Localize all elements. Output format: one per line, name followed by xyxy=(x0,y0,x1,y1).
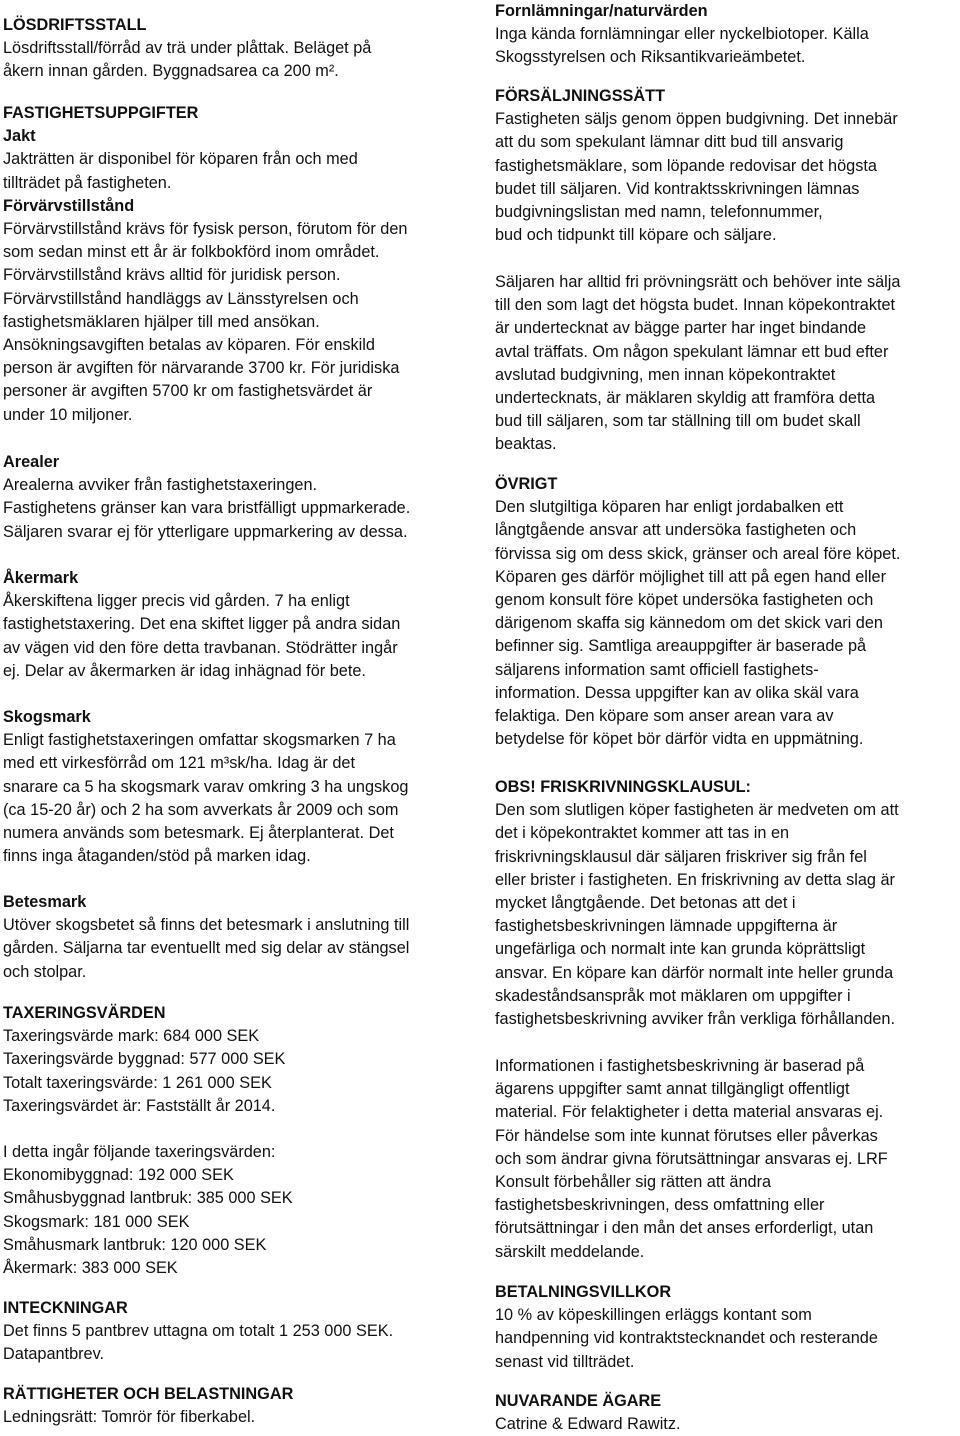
text-line: I detta ingår följande taxeringsvärden: xyxy=(3,1143,276,1161)
heading-friskrivningsklausul: OBS! FRISKRIVNINGSKLAUSUL: xyxy=(495,778,751,796)
text-line: finns inga åtaganden/stöd på marken idag. xyxy=(3,847,311,866)
text-line: ungefärliga och normalt inte kan grunda köprättsligt xyxy=(495,940,866,959)
text-line: Småhusmark lantbruk: 120 000 SEK xyxy=(3,1235,267,1254)
section-arealer xyxy=(3,451,473,544)
section-skogsmark xyxy=(3,706,473,868)
section-fornlamningar xyxy=(495,0,957,70)
subheading-betesmark: Betesmark xyxy=(3,893,87,911)
text-line: Inga kända fornlämningar eller nyckelbiotoper. Källa xyxy=(495,25,869,44)
owner-names: Catrine & Edward Rawitz. xyxy=(495,1415,681,1434)
text-line: Utöver skogsbetet så finns det betesmark i anslutning till xyxy=(3,916,410,935)
text-line: Den slutgiltiga köparen har enligt jordabalken ett xyxy=(495,498,844,517)
text-line: under 10 miljoner. xyxy=(3,405,133,424)
section-nuvarande-agare xyxy=(495,1390,957,1436)
text-line: felaktiga. Den köpare som anser arean vara av xyxy=(495,707,834,726)
text-line: Det finns 5 pantbrev uttagna om totalt 1 253 000 SEK. xyxy=(3,1322,394,1341)
section-taxeringsvarden xyxy=(3,1002,473,1118)
text-line: ansvar. En köpare kan därför normalt inte heller grunda xyxy=(495,963,894,982)
text-line: tillträdet på fastigheten. xyxy=(3,173,172,192)
text-line: Datapantbrev. xyxy=(3,1345,105,1364)
subheading-akermark: Åkermark xyxy=(3,569,79,587)
text-line: Arealerna avviker från fastighetstaxeringen. xyxy=(3,476,318,495)
heading-forsaljningssatt: FÖRSÄLJNINGSSÄTT xyxy=(495,87,666,105)
heading-taxeringsvarden: TAXERINGSVÄRDEN xyxy=(3,1004,166,1022)
text-line: ägarens uppgifter samt annat tillgängligt offentligt xyxy=(495,1080,850,1099)
text-line: till den som lagt det högsta budet. Innan köpekontraktet xyxy=(495,296,896,315)
text-line: säljarens information samt officiell fastighets- xyxy=(495,660,819,679)
text-line: eller brister i fastigheten. En friskrivning av detta slag är xyxy=(495,870,895,889)
text-line: person är avgiften för närvarande 3700 kr. För juridiska xyxy=(3,359,400,378)
text-line: material. För felaktigheter i detta material ansvaras ej. xyxy=(495,1103,884,1122)
text-line: Småhusbyggnad lantbruk: 385 000 SEK xyxy=(3,1189,293,1208)
heading-inteckningar: INTECKNINGAR xyxy=(3,1299,128,1317)
text-line: undertecknats, är mäklaren skyldig att framföra detta xyxy=(495,389,876,408)
text-line: Ekonomibyggnad: 192 000 SEK xyxy=(3,1166,234,1185)
text-line: Taxeringsvärdet är: Fastställt år 2014. xyxy=(3,1096,276,1115)
text-line: Skogsstyrelsen och Riksantikvarieämbetet. xyxy=(495,48,806,67)
text-line: Totalt taxeringsvärde: 1 261 000 SEK xyxy=(3,1073,272,1092)
text-line: Säljaren svarar ej för ytterligare uppmarkering av dessa. xyxy=(3,522,408,541)
text-line: Fastigheten säljs genom öppen budgivning. Det innebär xyxy=(495,110,898,129)
text-line: gården. Säljarna tar eventuellt med sig delar av stängsel xyxy=(3,939,410,958)
text-line: Konsult förbehåller sig rätten att ändra xyxy=(495,1173,772,1192)
section-rattigheter xyxy=(3,1383,473,1429)
text-line: Förvärvstillstånd handläggs av Länsstyrelsen och xyxy=(3,289,359,308)
text-line: Lösdriftsstall/förråd av trä under plåttak. Beläget på xyxy=(3,39,372,58)
heading-betalningsvillkor: BETALNINGSVILLKOR xyxy=(495,1283,672,1301)
text-line: det i köpekontraktet kommer att tas in en xyxy=(495,824,790,843)
section-betesmark xyxy=(3,891,473,984)
text-line: fastighetsbeskrivning avviker från verkliga förhållanden. xyxy=(495,1010,896,1029)
text-line: förvissa sig om dess skick, gränser och areal före köpet. xyxy=(495,544,901,563)
subheading-jakt: Jakt xyxy=(3,127,36,146)
text-line: fastighetsbeskrivningen lämnade uppgifterna är xyxy=(495,917,838,936)
text-line: Åkerskiftena ligger precis vid gården. 7 ha enligt xyxy=(3,592,350,611)
text-line: senast vid tillträdet. xyxy=(495,1352,635,1371)
text-line: med ett virkesförråd om 121 m³sk/ha. Idag är det xyxy=(3,754,356,773)
text-line: som sedan minst ett år är folkbokförd inom området. xyxy=(3,243,380,262)
section-friskrivningsklausul xyxy=(495,776,957,1031)
text-line: bud till säljaren, som tar ställning till om budet skall xyxy=(495,412,861,431)
text-line: Fastighetens gränser kan vara bristfälligt uppmarkerade. xyxy=(3,499,411,518)
text-line: Säljaren har alltid fri prövningsrätt och behöver inte sälja xyxy=(495,273,901,291)
section-provningsratt xyxy=(495,271,957,457)
text-line: fastighetstaxering. Det ena skiftet ligger på andra sidan xyxy=(3,615,401,634)
text-line: (ca 15-20 år) och 2 ha som avverkats år 2009 och som xyxy=(3,800,399,819)
text-line: Förvärvstillstånd krävs för fysisk person, förutom för den xyxy=(3,220,408,239)
text-line: Ledningsrätt: Tomrör för fiberkabel. xyxy=(3,1408,256,1427)
text-line: handpenning vid kontraktstecknandet och resterande xyxy=(495,1329,878,1348)
text-line: Åkermark: 383 000 SEK xyxy=(3,1259,178,1278)
subheading-skogsmark: Skogsmark xyxy=(3,708,91,726)
text-line: ej. Delar av åkermarken är idag inhägnad för bete. xyxy=(3,661,366,680)
section-information xyxy=(495,1055,957,1264)
text-line: och stolpar. xyxy=(3,962,87,981)
text-line: beaktas. xyxy=(495,435,557,454)
heading-ovrigt: ÖVRIGT xyxy=(495,475,558,493)
text-line: är undertecknat av bägge parter har inget bindande xyxy=(495,319,867,338)
text-line: För händelse som inte kunnat förutses eller påverkas xyxy=(495,1126,878,1145)
text-line: av vägen vid den före detta travbanan. Stödrätter ingår xyxy=(3,638,398,657)
text-line: mycket långtgående. Det betonas att det i xyxy=(495,894,796,913)
section-losdriftsstall xyxy=(3,14,473,84)
text-line: genom konsult före köpet undersöka fastigheten och xyxy=(495,591,874,610)
subheading-forvarvstillstand: Förvärvstillstånd xyxy=(3,196,135,215)
text-line: Jakträtten är disponibel för köparen från och med xyxy=(3,150,358,169)
text-line: Den som slutligen köper fastigheten är medveten om att xyxy=(495,801,899,820)
text-line: Taxeringsvärde mark: 684 000 SEK xyxy=(3,1027,260,1046)
text-line: förutsättningar i den mån det anses erforderligt, utan xyxy=(495,1219,874,1238)
section-fastighetsuppgifter xyxy=(3,102,473,427)
text-line: fastighetsmäklaren hjälper till med ansökan. xyxy=(3,312,320,331)
text-line: Informationen i fastighetsbeskrivning är baserad på xyxy=(495,1057,865,1075)
section-forsaljningssatt xyxy=(495,85,957,247)
text-line: Taxeringsvärde byggnad: 577 000 SEK xyxy=(3,1050,286,1069)
text-line: budet till säljaren. Vid kontraktsskrivningen lämnas xyxy=(495,179,860,198)
text-line: Enligt fastighetstaxeringen omfattar skogsmarken 7 ha xyxy=(3,731,396,750)
text-line: därigenom skaffa sig kännedom om det skick vari den xyxy=(495,614,883,633)
text-line: och som ändrar givna förutsättningar ansvaras ej. LRF xyxy=(495,1149,888,1168)
text-line: fastighetsbeskrivningen, dess omfattning eller xyxy=(495,1196,825,1215)
text-line: Skogsmark: 181 000 SEK xyxy=(3,1212,190,1231)
text-line: numera används som betesmark. Ej återplanterat. Det xyxy=(3,824,394,843)
text-line: friskrivningsklausul där säljaren friskriver sig från fel xyxy=(495,847,867,866)
text-line: betydelse för köpet bör därför vidta en uppmätning. xyxy=(495,730,864,749)
text-line: Ansökningsavgiften betalas av köparen. För enskild xyxy=(3,336,375,355)
heading-fastighetsuppgifter: FASTIGHETSUPPGIFTER xyxy=(3,104,199,122)
section-betalningsvillkor xyxy=(495,1281,957,1374)
text-line: 10 % av köpeskillingen erläggs kontant som xyxy=(495,1306,812,1325)
text-line: personer är avgiften 5700 kr om fastighetsvärdet är xyxy=(3,382,373,401)
text-line: fastighetsmäklare, som löpande redovisar det högsta xyxy=(495,156,877,175)
text-line: åkern innan gården. Byggnadsarea ca 200 m². xyxy=(3,62,339,81)
text-line: bud och tidpunkt till köpare och säljare. xyxy=(495,226,777,245)
subheading-arealer: Arealer xyxy=(3,453,60,471)
heading-losdriftsstall: LÖSDRIFTSSTALL xyxy=(3,16,147,34)
section-akermark xyxy=(3,567,473,683)
text-line: långtgående ansvar att undersöka fastigheten och xyxy=(495,521,857,540)
text-line: avtal träffats. Om någon spekulant lämnar ett bud efter xyxy=(495,342,889,361)
text-line: särskilt meddelande. xyxy=(495,1242,645,1261)
subheading-fornlamningar: Fornlämningar/naturvärden xyxy=(495,2,708,20)
text-line: snarare ca 5 ha skogsmark varav omkring 3 ha ungskog xyxy=(3,777,409,796)
section-inteckningar xyxy=(3,1297,473,1367)
section-ovrigt xyxy=(495,473,957,751)
text-line: information. Dessa uppgifter kan av olika skäl vara xyxy=(495,683,859,702)
text-line: skadeståndsanspråk mot mäklaren om uppgifter i xyxy=(495,986,851,1005)
text-line: att du som spekulant lämnar ditt bud till ansvarig xyxy=(495,133,844,152)
section-taxeringsvarden-detail xyxy=(3,1141,473,1280)
heading-rattigheter: RÄTTIGHETER OCH BELASTNINGAR xyxy=(3,1385,294,1403)
text-line: budgivningslistan med namn, telefonnummer, xyxy=(495,203,823,222)
text-line: avslutad budgivning, men innan köpekontraktet xyxy=(495,365,836,384)
text-line: befinner sig. Samtliga areauppgifter är baserade på xyxy=(495,637,867,656)
text-line: Förvärvstillstånd krävs alltid för juridisk person. xyxy=(3,266,341,285)
heading-nuvarande-agare: NUVARANDE ÄGARE xyxy=(495,1392,662,1410)
text-line: Köparen ges därför möjlighet till att på egen hand eller xyxy=(495,567,886,586)
